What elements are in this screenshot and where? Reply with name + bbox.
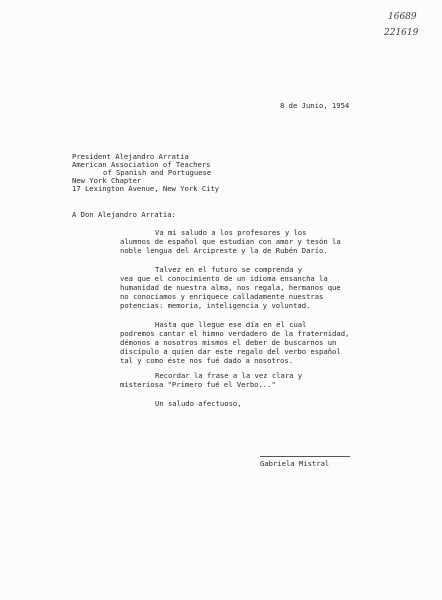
recipient-line: American Association of Teachers	[72, 160, 211, 169]
letter-date: 8 de Junio, 1954	[280, 101, 350, 110]
recipient-line: New York Chapter	[72, 176, 142, 185]
paragraph-line: vea que el conocimiento de un idioma ensancha la	[120, 274, 328, 283]
closing: Un saludo afectuoso,	[155, 399, 242, 408]
paragraph-line: humanidad de nuestra alma, nos regala, hermanos que	[120, 283, 341, 292]
paragraph-line: noble lengua del Arcipreste y la de Rubén Darío.	[120, 246, 328, 255]
signature-name: Gabriela Mistral	[260, 459, 330, 468]
paragraph-line: potencias: memoria, inteligencia y voluntad.	[120, 301, 311, 310]
paragraph-line: démonos a nosotros mismos el deber de buscarnos un	[120, 338, 337, 347]
paragraph-line: Va mi saludo a los profesores y los	[155, 228, 307, 237]
archive-number-1: 16689	[388, 12, 417, 22]
signature-line	[260, 456, 350, 457]
paragraph-line: Hasta que llegue ese día en el cual	[155, 320, 307, 329]
recipient-line: 17 Lexington Avenue, New York City	[72, 184, 220, 193]
paragraph-line: discípulo a quien dar este regalo del verbo español	[120, 347, 341, 356]
archive-number-2: 221619	[384, 28, 419, 38]
paragraph-line: tal y como éste nos fué dado a nosotros.	[120, 356, 294, 365]
paragraph-line: misteriosa "Primero fué el Verbo..."	[120, 380, 276, 389]
paragraph-line: podremos cantar el himno verdadero de la fraternidad,	[120, 329, 350, 338]
paragraph-line: Recordar la frase a la vez clara y	[155, 371, 303, 380]
recipient-line: President Alejandro Arratia	[72, 152, 189, 161]
paragraph-line: no conocíamos y enriquece calladamente nuestras	[120, 292, 324, 301]
paragraph-line: alumnos de español que estudian con amor y tesón la	[120, 237, 341, 246]
salutation: A Don Alejandro Arratia:	[72, 210, 176, 219]
recipient-line: of Spanish and Portuguese	[103, 168, 212, 177]
paragraph-line: Talvez en el futuro se comprenda y	[155, 265, 303, 274]
